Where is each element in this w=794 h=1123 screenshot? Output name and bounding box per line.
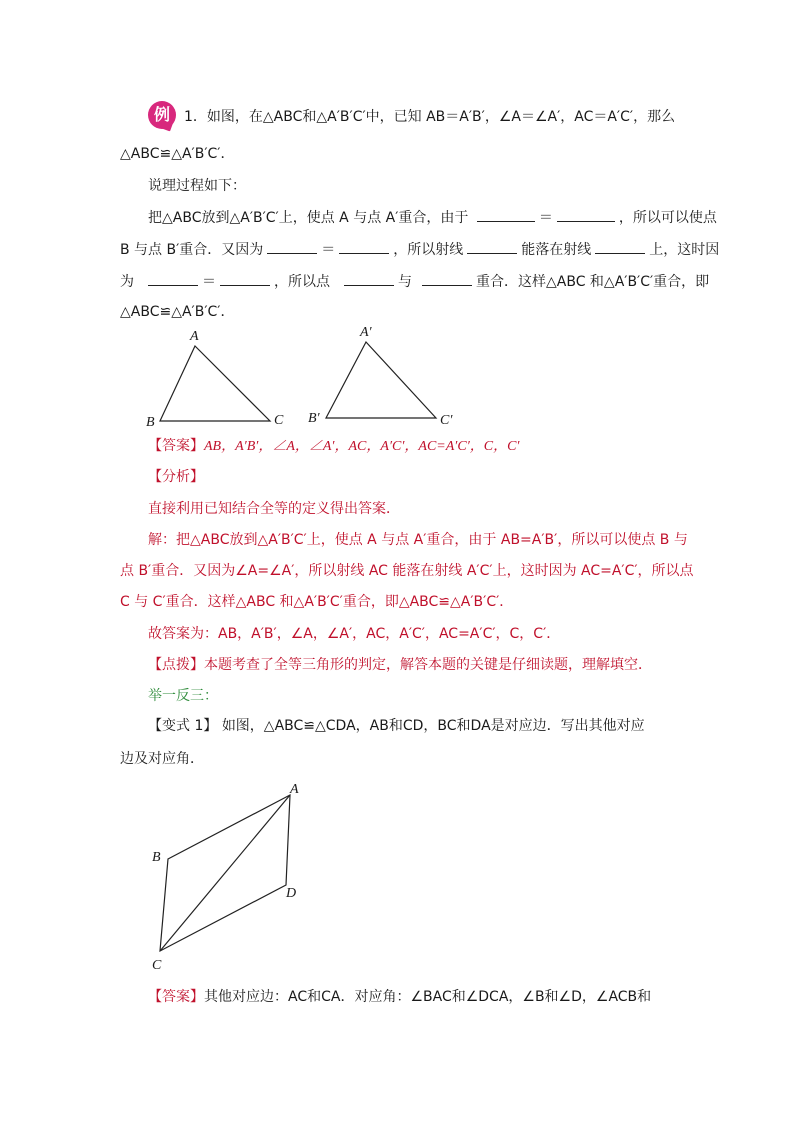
body-l3-d: 重合．这样△ABC 和△A′B′C′重合，即	[476, 274, 710, 290]
body-l2-a: B 与点 B′重合．又因为	[120, 242, 264, 258]
label-b-prime: B′	[308, 411, 320, 426]
figure-parallelogram	[140, 775, 320, 975]
body-line-3	[120, 271, 709, 292]
label-a-prime: A′	[360, 325, 372, 340]
blank-6[interactable]	[595, 239, 645, 254]
body-l3-b: ，所以点	[274, 274, 330, 290]
label-a-2: A	[290, 782, 299, 797]
body-l2-c: 能落在射线	[521, 242, 592, 258]
body-l2-eq: ＝	[321, 242, 336, 258]
diagonal-ac	[160, 795, 290, 951]
solution-line-2: 点 B′重合．又因为∠A=∠A′，所以射线 AC 能落在射线 A′C′上，这时因为 AC=A′C′，所以点	[120, 563, 694, 579]
label-b: B	[146, 415, 155, 430]
tip-text: 本题考查了全等三角形的判定，解答本题的关键是仔细读题，理解填空．	[204, 657, 652, 673]
body-l3-c: 与	[398, 274, 412, 290]
body-line-4: △ABC≌△A′B′C′．	[120, 304, 235, 320]
body-l1-eq: ＝	[538, 210, 553, 226]
practice-heading: 举一反三：	[148, 688, 218, 704]
problem-line-2: △ABC≌△A′B′C′．	[120, 146, 235, 162]
blank-9[interactable]	[344, 271, 394, 286]
example-badge: 例	[148, 101, 176, 129]
label-d-2: D	[286, 886, 297, 901]
variant-1-label: 【变式 1】	[148, 718, 218, 734]
answer-2-text: 其他对应边：AC和CA．对应角：∠BAC和∠DCA，∠B和∠D，∠ACB和	[204, 989, 652, 1005]
tip-label: 【点拨】	[148, 657, 204, 673]
label-c-2: C	[152, 958, 162, 973]
blank-4[interactable]	[339, 239, 389, 254]
blank-10[interactable]	[422, 271, 472, 286]
answer-1	[148, 436, 520, 457]
blank-1[interactable]	[477, 207, 535, 222]
triangle-abc	[160, 346, 270, 421]
body-l2-b: ，所以射线	[393, 242, 464, 258]
blank-7[interactable]	[148, 271, 198, 286]
answer-1-label: 【答案】	[148, 438, 204, 454]
solution-line-3: C 与 C′重合．这样△ABC 和△A′B′C′重合，即△ABC≌△A′B′C′．	[120, 594, 514, 610]
analysis-label: 【分析】	[148, 469, 204, 485]
label-c-prime: C′	[440, 413, 453, 428]
label-b-2: B	[152, 850, 161, 865]
label-c: C	[274, 413, 284, 428]
reasoning-intro: 说理过程如下：	[148, 178, 246, 194]
answer-1-text: AB，A′B′，∠A，∠A′，AC，A′C′，AC=A′C′，C，C′	[204, 439, 520, 454]
blank-3[interactable]	[267, 239, 317, 254]
figure-triangles	[140, 320, 470, 432]
answer-2-label: 【答案】	[148, 989, 204, 1005]
body-l2-d: 上，这时因	[649, 242, 720, 258]
body-line-2	[120, 239, 719, 260]
solution-line-1: 解：把△ABC放到△A′B′C′上，使点 A 与点 A′重合，由于 AB=A′B′，所以可以使点 B 与	[148, 532, 688, 548]
body-line-1	[148, 207, 717, 228]
answer-2	[148, 987, 651, 1007]
analysis-text: 直接利用已知结合全等的定义得出答案．	[148, 501, 400, 517]
triangle-abc-prime	[326, 342, 436, 418]
tip	[148, 655, 652, 675]
body-l1-a: 把△ABC放到△A′B′C′上，使点 A 与点 A′重合，由于	[148, 210, 469, 226]
label-a: A	[190, 329, 199, 344]
variant-1-line-1	[148, 716, 645, 736]
body-l3-a: 为	[120, 274, 134, 290]
variant-1-text: 如图，△ABC≌△CDA，AB和CD，BC和DA是对应边．写出其他对应	[221, 718, 645, 734]
body-l1-b: ，所以可以使点	[618, 210, 717, 226]
blank-8[interactable]	[220, 271, 270, 286]
solution-final: 故答案为：AB，A′B′，∠A，∠A′，AC，A′C′，AC=A′C′，C，C′．	[148, 626, 561, 642]
blank-5[interactable]	[467, 239, 517, 254]
blank-2[interactable]	[557, 207, 615, 222]
problem-line-1: 1．如图，在△ABC和△A′B′C′中，已知 AB＝A′B′，∠A＝∠A′，AC＝A′C′，那么	[184, 109, 676, 125]
variant-1-line-2: 边及对应角．	[120, 751, 204, 767]
body-l3-eq: ＝	[202, 274, 216, 290]
